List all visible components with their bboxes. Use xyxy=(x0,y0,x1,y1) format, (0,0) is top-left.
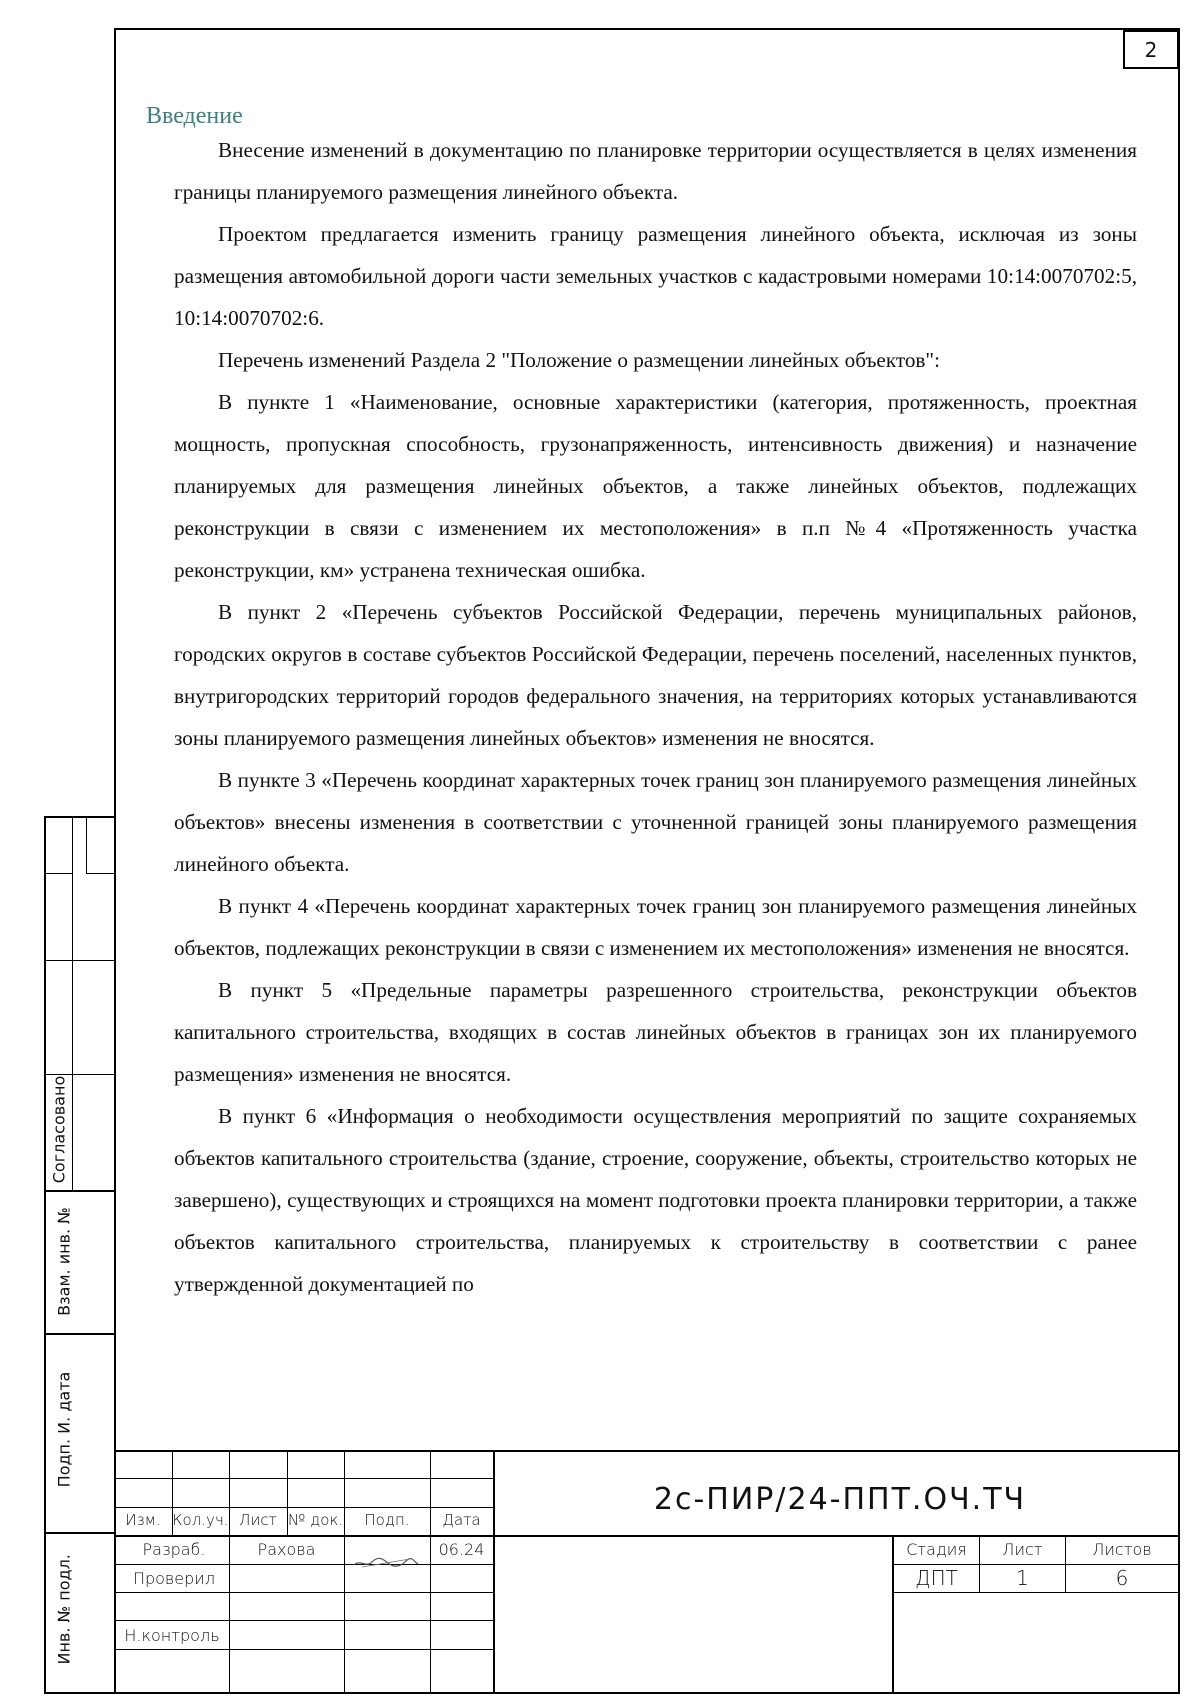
frame-border-left xyxy=(114,28,116,1694)
paragraph: В пункт 5 «Предельные параметры разрешенного строительства, реконструкции объектов капитального строительства, входящих в состав линейных объектов в границах зон их планируемого размещения» изменения не вносятся. xyxy=(174,978,1137,1086)
stamp-col-kol-uch: Кол.уч. xyxy=(172,1511,229,1529)
paragraph: В пункте 3 «Перечень координат характерных точек границ зон планируемого размещения линейных объектов» внесены изменения в соответствии с уточненной границей зоны планируемого размещения линейного объекта. xyxy=(174,768,1137,876)
stamp-col-date: Дата xyxy=(442,1511,481,1529)
intro-title: Введение xyxy=(146,103,243,129)
frame-border-right xyxy=(1178,28,1180,1694)
sheet-number: 2 xyxy=(1123,30,1179,69)
label-sign-date: Подп. И. дата xyxy=(54,1371,74,1488)
signature-image xyxy=(352,1553,420,1573)
stage-value: ДПТ xyxy=(915,1566,958,1590)
stage-header: Стадия xyxy=(906,1540,967,1559)
paragraph: Проектом предлагается изменить границу размещения линейного объекта, исключая из зоны размещения автомобильной дороги части земельных участков с кадастровыми номерами 10:14:0070702:5, 10:14:0070702:6. xyxy=(174,222,1137,330)
paragraph: В пункт 2 «Перечень субъектов Российской Федерации, перечень муниципальных районов, городских округов в составе субъектов Российской Федерации, перечень поселений, населенных пунктов, внутригородских территорий городов федерального значения, на территориях которых устанавливаются зоны планируемого размещения линейных объектов» изменения не вносятся. xyxy=(174,600,1137,750)
sheets-header: Листов xyxy=(1092,1540,1152,1559)
stamp-col-doc-no: № док. xyxy=(287,1511,344,1529)
label-inv-no-replace: Взам. инв. № xyxy=(54,1207,74,1316)
label-inv-no-orig: Инв. № подл. xyxy=(54,1554,74,1665)
role-norm-control: Н.контроль xyxy=(124,1626,220,1645)
sheet-value: 1 xyxy=(1016,1566,1029,1590)
paragraph: Внесение изменений в документацию по планировке территории осуществляется в целях изменения границы планируемого размещения линейного объекта. xyxy=(174,138,1137,204)
stamp-col-izm: Изм. xyxy=(125,1511,161,1529)
frame-border-top xyxy=(114,28,1180,30)
date-developer: 06.24 xyxy=(438,1540,485,1559)
paragraph: Перечень изменений Раздела 2 "Положение о размещении линейных объектов": xyxy=(218,348,940,372)
label-agreed: Согласовано xyxy=(49,1075,69,1184)
role-developer: Разраб. xyxy=(142,1540,206,1559)
paragraph: В пункте 1 «Наименование, основные характеристики (категория, протяженность, проектная мощность, пропускная способность, грузонапряженность, интенсивность движения) и назначение планируемых для размещения линейных объектов, а также линейных объектов, подлежащих реконструкции в связи с изменением их местоположения» в п.п №4 «Протяженность участка реконструкции, км» устранена техническая ошибка. xyxy=(174,390,1137,582)
name-developer: Рахова xyxy=(257,1540,316,1559)
body-text xyxy=(174,129,1137,1305)
paragraph: В пункт 4 «Перечень координат характерных точек границ зон планируемого размещения линейных объектов, подлежащих реконструкции в связи с изменением их местоположения» изменения не вносятся. xyxy=(174,894,1137,960)
sheet-header: Лист xyxy=(1002,1540,1043,1559)
paragraph: В пункт 6 «Информация о необходимости осуществления мероприятий по защите сохраняемых объектов капитального строительства (здание, строение, сооружение, объекты, строительство которых не завершено), существующих и строящихся на момент подготовки проекта планировки территории, а также объектов капитального строительства, планируемых к строительству в соответствии с ранее утвержденной документацией по xyxy=(174,1104,1137,1296)
document-code: 2с-ПИР/24-ППТ.ОЧ.ТЧ xyxy=(653,1481,1027,1517)
stamp-col-list: Лист xyxy=(239,1511,277,1529)
sheets-value: 6 xyxy=(1115,1566,1129,1590)
frame-border-bottom xyxy=(44,1692,1180,1694)
role-checked: Проверил xyxy=(132,1569,216,1588)
stamp-col-sign: Подп. xyxy=(364,1511,410,1529)
